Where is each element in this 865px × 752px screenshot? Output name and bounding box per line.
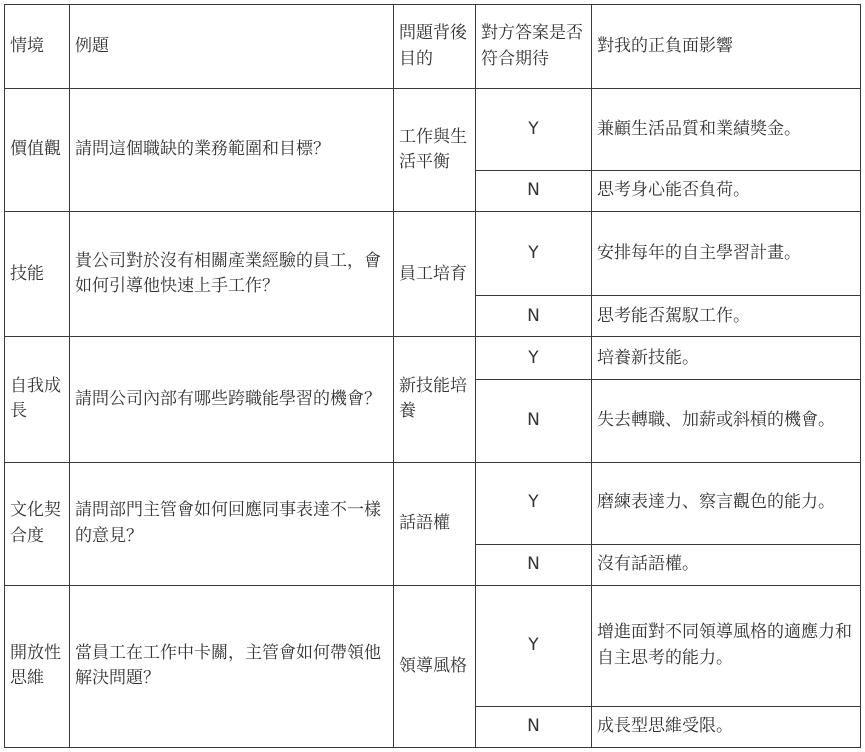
answer-no: N — [476, 171, 592, 212]
table-row — [5, 585, 861, 706]
impact-yes: 培養新技能。 — [592, 337, 861, 380]
answer-yes: Y — [476, 585, 592, 706]
impact-no: 沒有話語權。 — [592, 544, 861, 585]
impact-no: 思考能否駕馭工作。 — [592, 296, 861, 337]
answer-yes: Y — [476, 462, 592, 544]
header-purpose: 問題背後目的 — [394, 5, 476, 89]
row-example: 請問部門主管會如何回應同事表達不一樣的意見？ — [70, 462, 394, 585]
table-row — [5, 337, 861, 380]
impact-yes: 安排每年的自主學習計畫。 — [592, 212, 861, 296]
impact-yes: 磨練表達力、察言觀色的能力。 — [592, 462, 861, 544]
impact-no: 成長型思維受限。 — [592, 706, 861, 747]
table-row — [5, 462, 861, 544]
answer-no: N — [476, 706, 592, 747]
row-purpose: 話語權 — [394, 462, 476, 585]
header-example: 例題 — [70, 5, 394, 89]
row-purpose: 員工培育 — [394, 212, 476, 337]
answer-no: N — [476, 380, 592, 462]
answer-yes: Y — [476, 89, 592, 171]
header-impact: 對我的正負面影響 — [592, 5, 861, 89]
row-context: 自我成長 — [5, 337, 70, 462]
impact-yes: 兼顧生活品質和業績獎金。 — [592, 89, 861, 171]
table-row — [5, 89, 861, 171]
row-purpose: 新技能培養 — [394, 337, 476, 462]
impact-yes: 增進面對不同領導風格的適應力和自主思考的能力。 — [592, 585, 861, 706]
answer-yes: Y — [476, 337, 592, 380]
row-example: 貴公司對於沒有相關產業經驗的員工，會如何引導他快速上手工作？ — [70, 212, 394, 337]
header-meets-expectation: 對方答案是否符合期待 — [476, 5, 592, 89]
answer-no: N — [476, 296, 592, 337]
row-context: 價值觀 — [5, 89, 70, 212]
row-context: 文化契合度 — [5, 462, 70, 585]
table-row — [5, 212, 861, 296]
answer-no: N — [476, 544, 592, 585]
impact-no: 思考身心能否負荷。 — [592, 171, 861, 212]
header-row — [5, 5, 861, 89]
row-context: 開放性思維 — [5, 585, 70, 747]
row-example: 當員工在工作中卡關，主管會如何帶領他解決問題？ — [70, 585, 394, 747]
row-context: 技能 — [5, 212, 70, 337]
question-table — [4, 4, 861, 748]
row-example: 請問公司內部有哪些跨職能學習的機會？ — [70, 337, 394, 462]
row-purpose: 工作與生活平衡 — [394, 89, 476, 212]
row-purpose: 領導風格 — [394, 585, 476, 747]
header-context: 情境 — [5, 5, 70, 89]
impact-no: 失去轉職、加薪或斜槓的機會。 — [592, 380, 861, 462]
answer-yes: Y — [476, 212, 592, 296]
row-example: 請問這個職缺的業務範圍和目標？ — [70, 89, 394, 212]
